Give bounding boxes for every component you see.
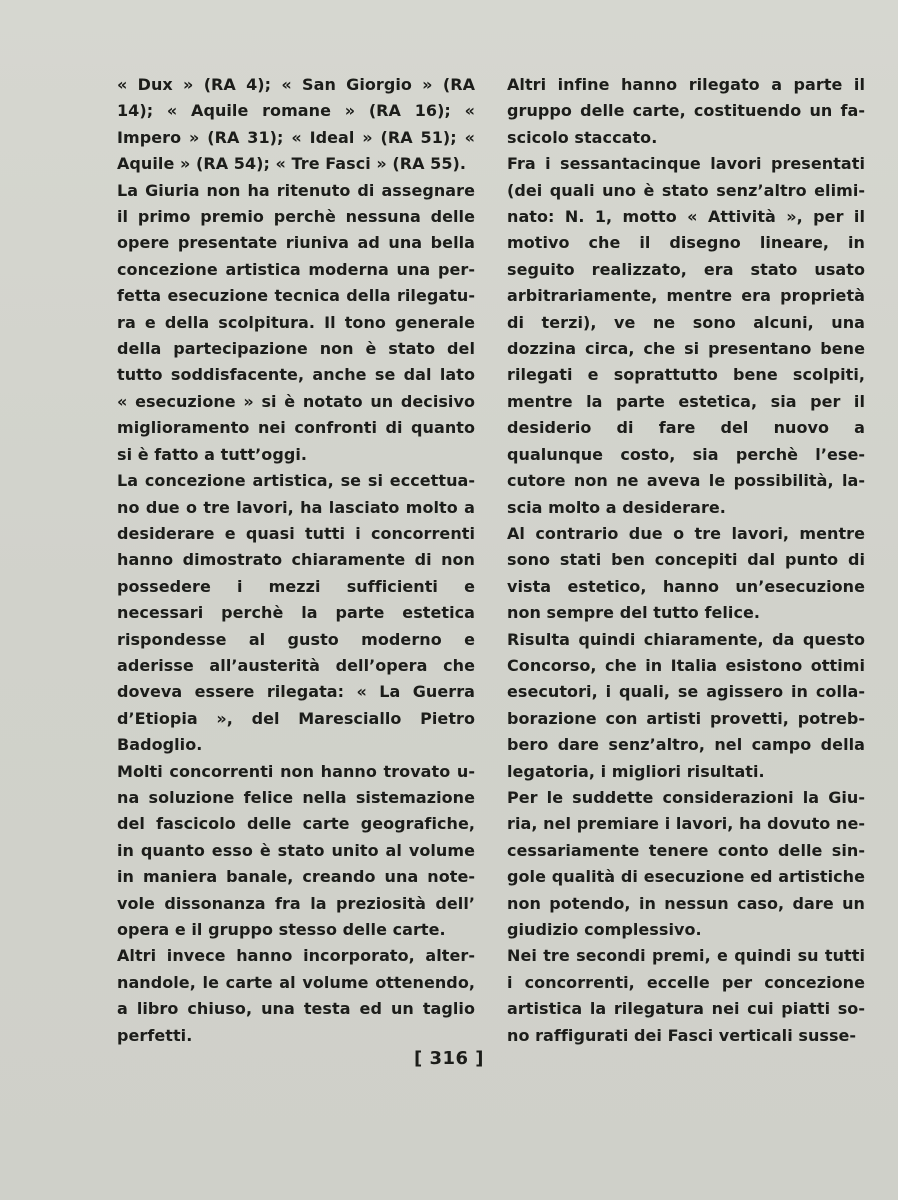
paragraph: Per le suddette considerazioni la Giuria, nel premiare i lavori, ha dovuto necessariamente tenere conto delle singole qualità di esecuzione ed artistiche non potendo, in nessun caso, dare un giudizio complessivo.	[507, 787, 865, 939]
paragraph: La concezione artistica, se si eccettuano due o tre lavori, ha lasciato molto a desiderare e quasi tutti i concorrenti hanno dimostrato chiaramente di non possedere i mezzi sufficienti e necessari perchè la parte estetica rispondesse al gusto moderno e aderisse all’austerità dell’opera che doveva essere rilegata: « La Guerra d’Etiopia », del Maresciallo Pietro Badoglio.	[117, 471, 475, 755]
paragraph: Fra i sessantacinque lavori presentati (dei quali uno è stato senz’altro eliminato: N. 1, motto « Attività », per il motivo che il disegno lineare, in seguito realizzato, era stato usato arbitrariamente, mentre era proprietà di terzi), ve ne sono alcuni, una dozzina circa, che si presentano bene rilegati e soprattutto bene scolpiti, mentre la parte estetica, sia per il desiderio di fare del nuovo a qualunque costo, sia perchè l’esecutore non ne aveva le possibilità, lascia molto a desiderare.	[507, 154, 865, 517]
right-text-column	[507, 72, 865, 1049]
paragraph: Altri invece hanno incorporato, alternandole, le carte al volume ottenendo, a libro chiuso, una testa ed un taglio perfetti.	[117, 946, 475, 1045]
left-text-column	[117, 72, 475, 1049]
paragraph: Al contrario due o tre lavori, mentre sono stati ben concepiti dal punto di vista estetico, hanno un’esecuzione non sempre del tutto felice.	[507, 523, 865, 623]
paragraph: Nei tre secondi premi, e quindi su tutti i concorrenti, eccelle per concezione artistica la rilegatura nei cui piatti sono raffigurati dei Fasci verticali susse-	[507, 946, 865, 1045]
paragraph: « Dux » (RA 4); « San Giorgio » (RA 14); « Aquile romane » (RA 16); « Impero » (RA 31); « Ideal » (RA 51); « Aquile » (RA 54); « Tre Fasci » (RA 55).	[117, 75, 475, 174]
paragraph: La Giuria non ha ritenuto di assegnare il primo premio perchè nessuna delle opere presentate riuniva ad una bella concezione artistica moderna una perfetta esecuzione tecnica della rilegatura e della scolpitura. Il tono generale della partecipazione non è stato del tutto soddisfacente, anche se dal lato « esecuzione » si è notato un decisivo miglioramento nei confronti di quanto si è fatto a tutt’oggi.	[117, 180, 475, 464]
page-number: [ 316 ]	[413, 1048, 485, 1069]
paragraph: Altri infine hanno rilegato a parte il gruppo delle carte, costituendo un fascicolo staccato.	[507, 75, 865, 147]
paragraph: Risulta quindi chiaramente, da questo Concorso, che in Italia esistono ottimi esecutori, i quali, se agissero in collaborazione con artisti provetti, potrebbero dare senz’altro, nel campo della legatoria, i migliori risultati.	[507, 629, 865, 781]
paragraph: Molti concorrenti non hanno trovato una soluzione felice nella sistemazione del fascicolo delle carte geografiche, in quanto esso è stato unito al volume in maniera banale, creando una notevole dissonanza fra la preziosità dell’ opera e il gruppo stesso delle carte.	[117, 761, 475, 939]
